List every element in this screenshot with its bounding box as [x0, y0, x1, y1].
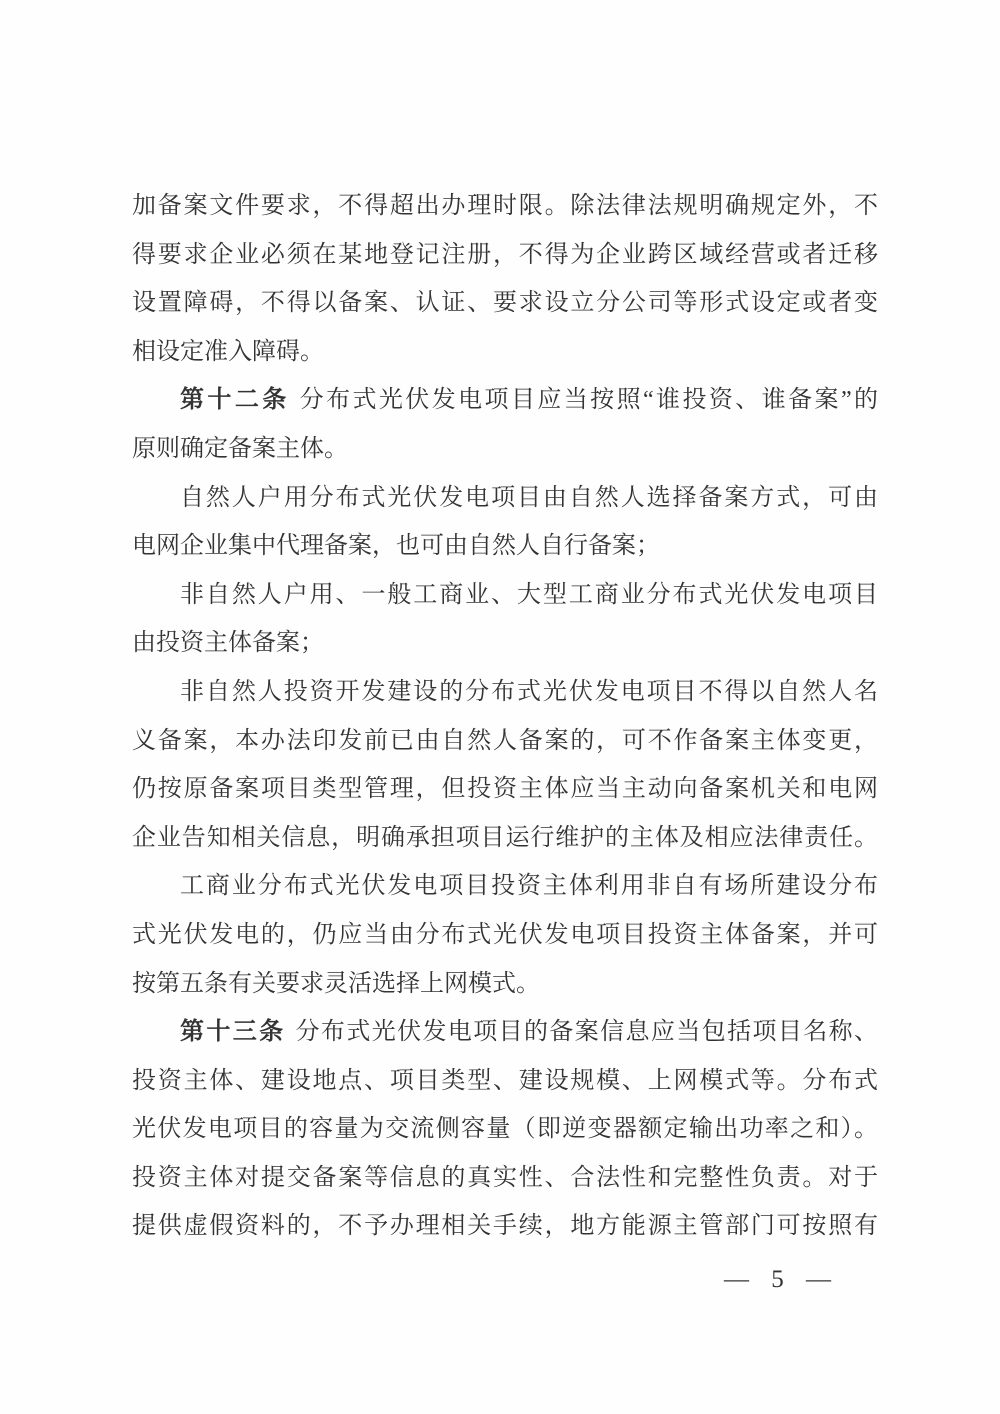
text-line	[132, 765, 878, 814]
line-text: 由投资主体备案；	[132, 630, 324, 657]
text-line	[132, 619, 878, 668]
text-line	[132, 1202, 878, 1251]
page-number: — 5 —	[724, 1266, 834, 1293]
line-text: 工商业分布式光伏发电项目投资主体利用非自有场所建设分布	[180, 873, 878, 900]
text-line	[132, 960, 878, 1009]
text-line	[132, 1154, 878, 1203]
text-line	[132, 425, 878, 474]
text-line	[132, 668, 878, 717]
line-text: 分布式光伏发电项目的备案信息应当包括项目名称、	[295, 1019, 879, 1046]
text-line	[132, 279, 878, 328]
line-text: 投资主体、建设地点、项目类型、建设规模、上网模式等。分布式	[132, 1067, 878, 1094]
line-text: 自然人户用分布式光伏发电项目由自然人选择备案方式，可由	[180, 484, 878, 511]
line-text: 投资主体对提交备案等信息的真实性、合法性和完整性负责。对于	[132, 1164, 878, 1191]
text-line	[132, 717, 878, 766]
document-body	[132, 182, 878, 1251]
line-text: 相设定准入障碍。	[132, 338, 324, 365]
text-line	[132, 231, 878, 280]
line-text: 按第五条有关要求灵活选择上网模式。	[132, 970, 540, 997]
line-text: 提供虚假资料的，不予办理相关手续，地方能源主管部门可按照有	[132, 1213, 878, 1240]
article-number-label: 第十三条	[180, 1018, 286, 1046]
line-text: 电网企业集中代理备案，也可由自然人自行备案；	[132, 533, 660, 560]
line-text: 企业告知相关信息，明确承担项目运行维护的主体及相应法律责任。	[132, 824, 878, 851]
line-text: 分布式光伏发电项目应当按照“谁投资、谁备案”的	[299, 387, 879, 414]
line-text: 光伏发电项目的容量为交流侧容量（即逆变器额定输出功率之和）。	[132, 1116, 878, 1143]
text-line	[132, 1008, 878, 1057]
line-text: 非自然人投资开发建设的分布式光伏发电项目不得以自然人名	[180, 678, 878, 705]
line-text: 加备案文件要求，不得超出办理时限。除法律法规明确规定外，不	[132, 193, 878, 219]
text-line	[132, 182, 878, 231]
line-text: 设置障碍，不得以备案、认证、要求设立分公司等形式设定或者变	[132, 290, 878, 317]
line-text: 原则确定备案主体。	[132, 435, 348, 462]
text-line	[132, 571, 878, 620]
text-line	[132, 1105, 878, 1154]
text-line	[132, 474, 878, 523]
text-line	[132, 862, 878, 911]
text-line	[132, 522, 878, 571]
text-line	[132, 911, 878, 960]
text-line	[132, 1057, 878, 1106]
text-line	[132, 814, 878, 863]
line-text: 得要求企业必须在某地登记注册，不得为企业跨区域经营或者迁移	[132, 241, 878, 268]
line-text: 式光伏发电的，仍应当由分布式光伏发电项目投资主体备案，并可	[132, 921, 878, 948]
text-line	[132, 328, 878, 377]
text-line	[132, 376, 878, 425]
line-text: 仍按原备案项目类型管理，但投资主体应当主动向备案机关和电网	[132, 776, 878, 803]
line-text: 非自然人户用、一般工商业、大型工商业分布式光伏发电项目	[180, 581, 878, 608]
line-text: 义备案，本办法印发前已由自然人备案的，可不作备案主体变更，	[132, 727, 878, 754]
article-number-label: 第十二条	[180, 386, 290, 414]
